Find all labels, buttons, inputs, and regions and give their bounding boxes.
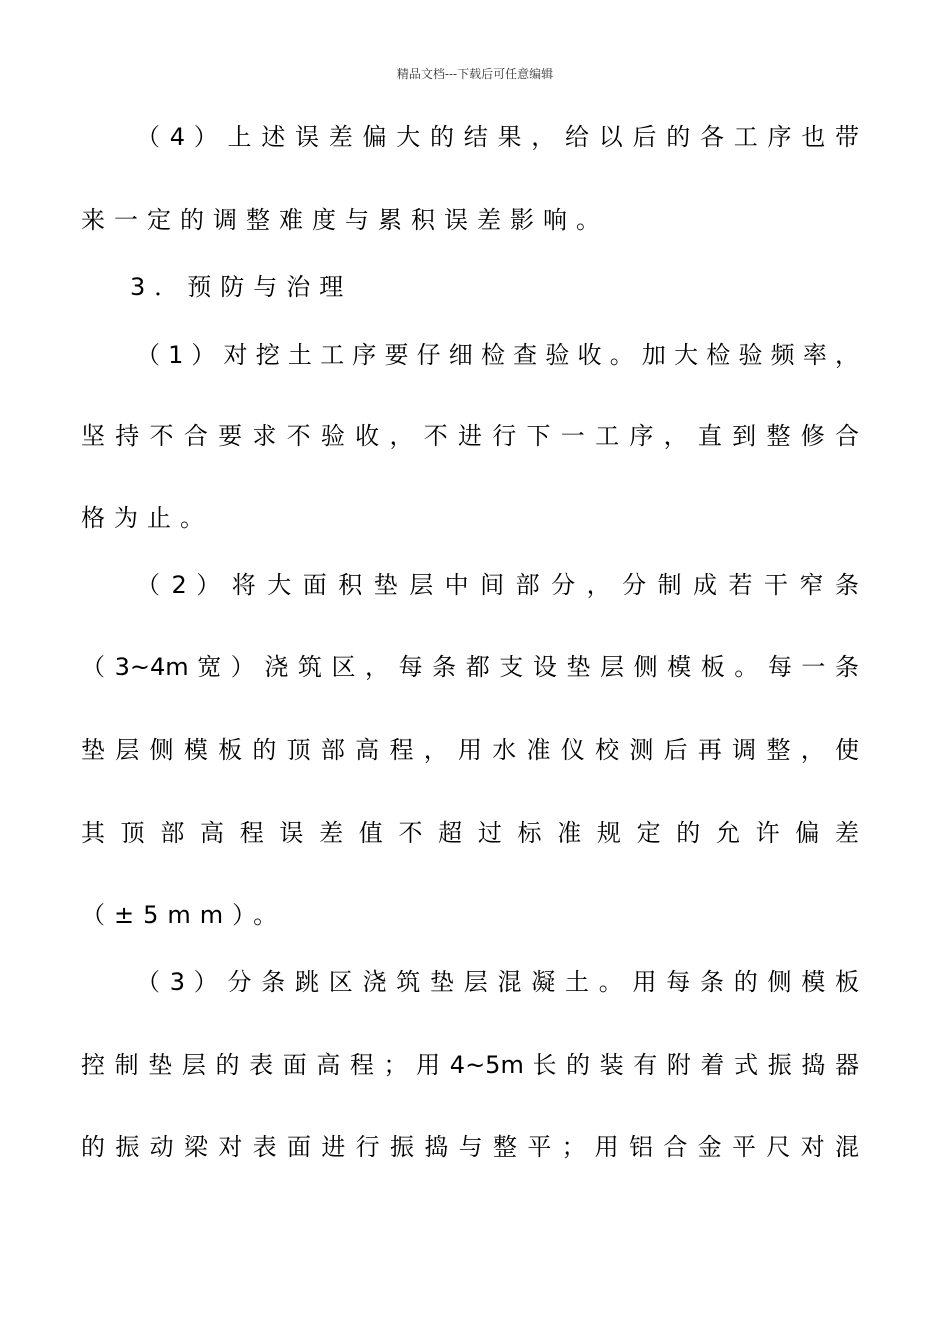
paragraph-line: 其 顶 部 高 程 误 差 值 不 超 过 标 准 规 定 的 允 许 偏 差 xyxy=(81,819,859,847)
paragraph-line: （ 3~4m 宽 ） 浇 筑 区 ， 每 条 都 支 设 垫 层 侧 模 板 。 每 一 条 xyxy=(81,653,859,681)
page-header: 精品文档---下载后可任意编辑 xyxy=(396,67,554,81)
paragraph-line: （ 4 ） 上 述 误 差 偏 大 的 结 果 ， 给 以 后 的 各 工 序 也 带 xyxy=(136,123,859,151)
paragraph-line: （±5mm）。 xyxy=(81,901,287,929)
paragraph-line: 垫 层 侧 模 板 的 顶 部 高 程 ， 用 水 准 仪 校 测 后 再 调 整 ， 使 xyxy=(81,736,859,764)
paragraph-line: （ 3 ） 分 条 跳 区 浇 筑 垫 层 混 凝 土 。 用 每 条 的 侧 模 板 xyxy=(136,968,859,996)
paragraph-line: （ 2 ） 将 大 面 积 垫 层 中 间 部 分 ， 分 制 成 若 干 窄 条 xyxy=(136,571,859,599)
section-heading: 3．预防与治理 xyxy=(130,273,353,301)
paragraph-line: 坚 持 不 合 要 求 不 验 收 ， 不 进 行 下 一 工 序 ， 直 到 整 修 合 xyxy=(81,422,859,450)
paragraph-line: 格为止。 xyxy=(81,504,213,532)
paragraph-line: 的 振 动 梁 对 表 面 进 行 振 捣 与 整 平 ； 用 铝 合 金 平 尺 对 混 xyxy=(81,1133,859,1161)
paragraph-line: 来一定的调整难度与累积误差影响。 xyxy=(81,206,609,234)
paragraph-line: 控 制 垫 层 的 表 面 高 程 ； 用 4~5m 长 的 装 有 附 着 式 振 捣 器 xyxy=(81,1051,859,1079)
paragraph-line: （ 1 ） 对 挖 土 工 序 要 仔 细 检 查 验 收 。 加 大 检 验 频 率 ， xyxy=(136,341,859,369)
